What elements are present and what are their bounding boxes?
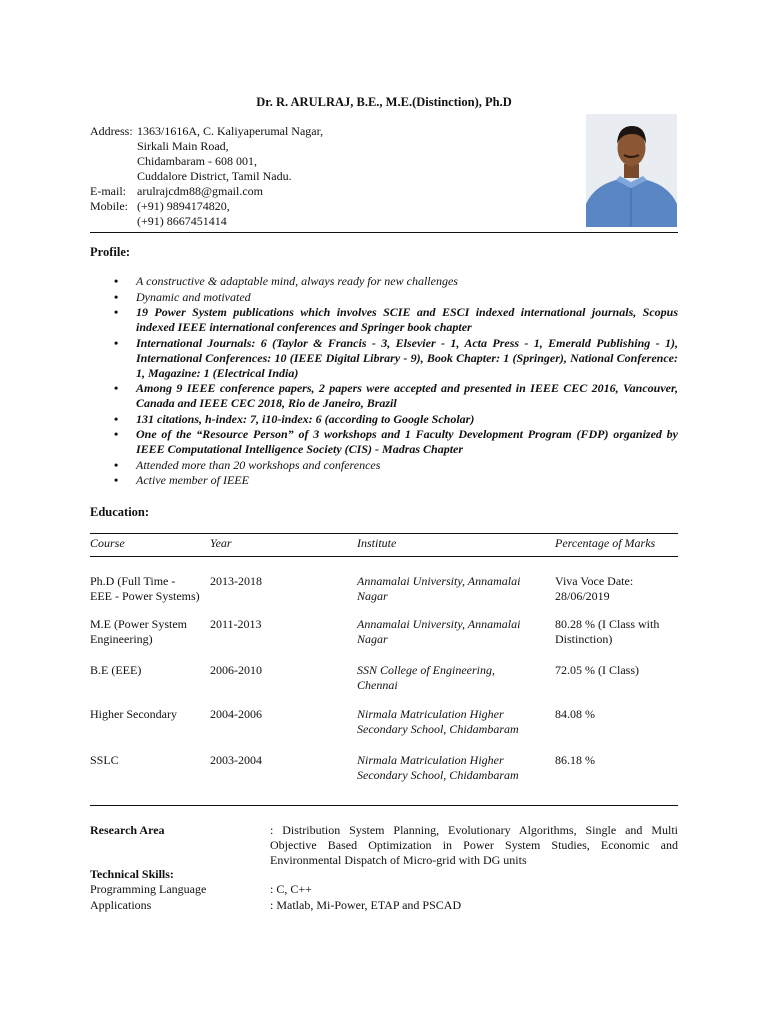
profile-list xyxy=(114,274,678,489)
table-row xyxy=(90,707,678,753)
address-line-3: Chidambaram - 608 001, xyxy=(137,154,257,168)
header-divider xyxy=(90,232,678,233)
email-label: E-mail: xyxy=(90,184,126,198)
table-cell: SSLC xyxy=(90,752,119,767)
table-cell: SSN College of Engineering, Chennai xyxy=(357,662,495,692)
programming-language-value: : C, C++ xyxy=(270,882,312,896)
address-label: Address: xyxy=(90,124,133,138)
table-cell: 72.05 % (I Class) xyxy=(555,662,639,677)
technical-skills-heading: Technical Skills: xyxy=(90,867,174,881)
list-item: • Active member of IEEE xyxy=(114,473,678,488)
table-cell: Higher Secondary xyxy=(90,706,177,721)
profile-photo xyxy=(586,114,677,227)
mobile-line-2: (+91) 8667451414 xyxy=(137,214,227,228)
column-header: Course xyxy=(90,534,210,557)
table-row xyxy=(90,617,678,663)
profile-photo-icon xyxy=(586,114,677,227)
table-bottom-divider xyxy=(90,805,678,806)
applications-label: Applications xyxy=(90,898,152,912)
table-cell: 2011-2013 xyxy=(210,616,262,631)
table-cell: Annamalai University, Annamalai Nagar xyxy=(357,574,521,603)
table-cell: 2004-2006 xyxy=(210,706,262,721)
research-area-label: Research Area xyxy=(90,823,165,837)
email-value: arulrajcdm88@gmail.com xyxy=(137,184,264,198)
table-cell: 86.18 % xyxy=(555,752,595,767)
table-row xyxy=(90,753,678,793)
table-cell: Ph.D (Full Time - EEE - Power Systems) xyxy=(90,574,200,603)
address-line-2: Sirkali Main Road, xyxy=(137,139,229,153)
table-cell: 2006-2010 xyxy=(210,662,262,677)
contact-block xyxy=(90,124,323,229)
column-header: Percentage of Marks xyxy=(555,534,678,557)
table-cell: Viva Voce Date: 28/06/2019 xyxy=(555,574,634,603)
programming-language-label: Programming Language xyxy=(90,882,207,896)
table-cell: 80.28 % (I Class with Distinction) xyxy=(555,616,660,646)
column-header: Institute xyxy=(357,534,555,557)
table-cell: Nirmala Matriculation Higher Secondary School, Chidambaram xyxy=(357,706,519,736)
list-item: • Attended more than 20 workshops and conferences xyxy=(114,458,678,473)
list-item: • One of the “Resource Person” of 3 workshops and 1 Faculty Development Program (FDP) organized by IEEE Computational Intelligence Society (CIS) - Madras Chapter xyxy=(114,427,678,457)
list-item: • A constructive & adaptable mind, always ready for new challenges xyxy=(114,274,678,289)
list-item: • Among 9 IEEE conference papers, 2 papers were accepted and presented in IEEE CEC 2016, Vancouver, Canada and IEEE CEC 2018, Rio de Janeiro, Brazil xyxy=(114,381,678,411)
research-area-text: : Distribution System Planning, Evolutionary Algorithms, Single and Multi Objective Based Optimization in Power System Studies, Economic and Environmental Dispatch of Micro-grid with DG units xyxy=(270,823,678,867)
resume-title: Dr. R. ARULRAJ, B.E., M.E.(Distinction), Ph.D xyxy=(256,95,512,109)
table-cell: 84.08 % xyxy=(555,706,595,721)
column-header: Year xyxy=(210,534,357,557)
list-item: • International Journals: 6 (Taylor & Francis - 3, Elsevier - 1, Acta Press - 1, Emerald Publishing - 1), International Conferences: 10 (IEEE Digital Library - 9), Book Chapter: 1 (Springer), National Conference: 1, Magazine: 1 (Electrical India) xyxy=(114,336,678,381)
list-item: • 131 citations, h-index: 7, i10-index: 6 (according to Google Scholar) xyxy=(114,412,678,427)
table-cell: 2003-2004 xyxy=(210,752,262,767)
mobile-label: Mobile: xyxy=(90,199,128,213)
education-heading: Education: xyxy=(90,505,150,519)
profile-heading: Profile: xyxy=(90,245,131,259)
list-item: • Dynamic and motivated xyxy=(114,290,678,305)
table-cell: 2013-2018 xyxy=(210,574,262,588)
table-cell: Annamalai University, Annamalai Nagar xyxy=(357,616,521,646)
applications-value: : Matlab, Mi-Power, ETAP and PSCAD xyxy=(270,898,462,912)
mobile-line-1: (+91) 9894174820, xyxy=(137,199,230,213)
address-line-1: 1363/1616A, C. Kaliyaperumal Nagar, xyxy=(137,124,324,138)
table-cell: B.E (EEE) xyxy=(90,662,142,677)
table-cell: Nirmala Matriculation Higher Secondary School, Chidambaram xyxy=(357,752,519,782)
table-row xyxy=(90,663,678,707)
list-item: • 19 Power System publications which involves SCIE and ESCI indexed international journals, Scopus indexed IEEE international conferences and Springer book chapter xyxy=(114,305,678,335)
table-row xyxy=(90,557,678,617)
table-cell: M.E (Power System Engineering) xyxy=(90,616,187,646)
education-table xyxy=(90,533,678,793)
address-line-4: Cuddalore District, Tamil Nadu. xyxy=(137,169,292,183)
